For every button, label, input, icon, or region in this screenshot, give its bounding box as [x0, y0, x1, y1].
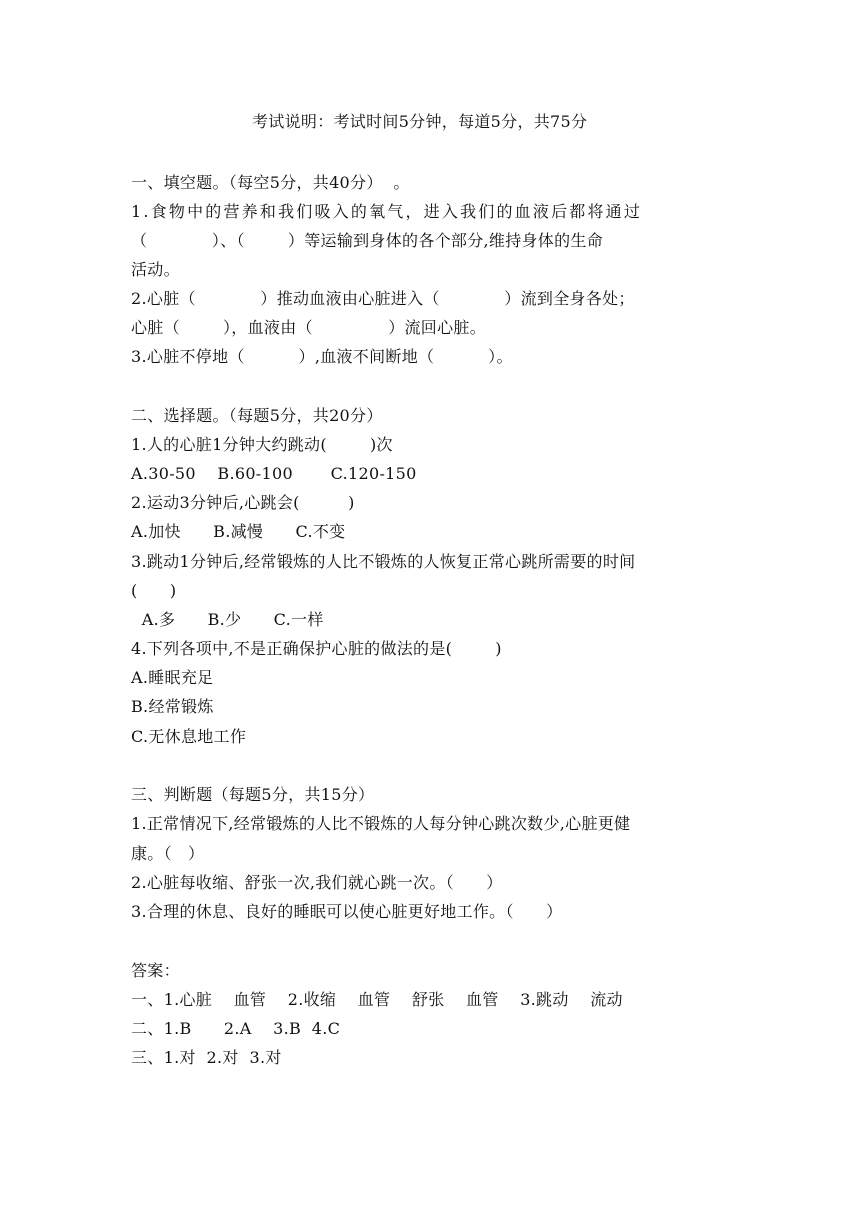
section1-q2-line2: 心脏（ ），血液由（ ）流回心脏。 [131, 318, 486, 337]
section2-q1-options: A.30-50 B.60-100 C.120-150 [131, 464, 417, 483]
section3-heading: 三、判断题（每题5分，共15分） [131, 785, 375, 804]
section2-q4-option-a: A.睡眠充足 [131, 668, 214, 687]
section1-q3-line1: 3.心脏不停地（ ）,血液不间断地（ ）。 [131, 347, 513, 366]
section3-q3: 3.合理的休息、良好的睡眠可以使心脏更好地工作。（ ） [131, 902, 563, 921]
section3-q2: 2.心脏每收缩、舒张一次,我们就心跳一次。（ ） [131, 873, 503, 892]
exam-note: 考试说明：考试时间5分钟，每道5分，共75分 [252, 112, 588, 131]
answers-line2: 二、1.B 2.A 3.B 4.C [131, 1019, 341, 1038]
section2-q1: 1.人的心脏1分钟大约跳动( )次 [131, 435, 393, 454]
section2-q3-line1: 3.跳动1分钟后,经常锻炼的人比不锻炼的人恢复正常心跳所需要的时间 [131, 552, 636, 571]
section1-q1-line3: 活动。 [131, 260, 180, 279]
section3-q1-line2: 康。（ ） [131, 844, 205, 863]
section2-q4: 4.下列各项中,不是正确保护心脏的做法的是( ) [131, 639, 502, 658]
answers-line3: 三、1.对 2.对 3.对 [131, 1048, 282, 1067]
section1-q2-line1: 2.心脏（ ）推动血液由心脏进入（ ）流到全身各处； [131, 289, 635, 308]
section1-heading: 一、填空题。（每空5分，共40分） 。 [131, 173, 410, 192]
section2-heading: 二、选择题。（每题5分，共20分） [131, 406, 383, 425]
section1-q1-line2: （ ）、（ ）等运输到身体的各个部分,维持身体的生命 [131, 231, 604, 250]
section2-q4-option-b: B.经常锻炼 [131, 697, 214, 716]
section2-q3-line2: ( ) [131, 581, 177, 600]
answers-line1: 一、1.心脏 血管 2.收缩 血管 舒张 血管 3.跳动 流动 [131, 990, 623, 1009]
answers-heading: 答案： [131, 961, 180, 980]
section2-q3-options: A.多 B.少 C.一样 [131, 610, 324, 629]
section2-q2: 2.运动3分钟后,心跳会( ) [131, 493, 355, 512]
section2-q4-option-c: C.无休息地工作 [131, 727, 247, 746]
section3-q1-line1: 1.正常情况下,经常锻炼的人比不锻炼的人每分钟心跳次数少,心脏更健 [131, 814, 631, 833]
section1-q1-line1: 1.食物中的营养和我们吸入的氧气，进入我们的血液后都将通过 [131, 202, 643, 221]
section2-q2-options: A.加快 B.减慢 C.不变 [131, 522, 346, 541]
